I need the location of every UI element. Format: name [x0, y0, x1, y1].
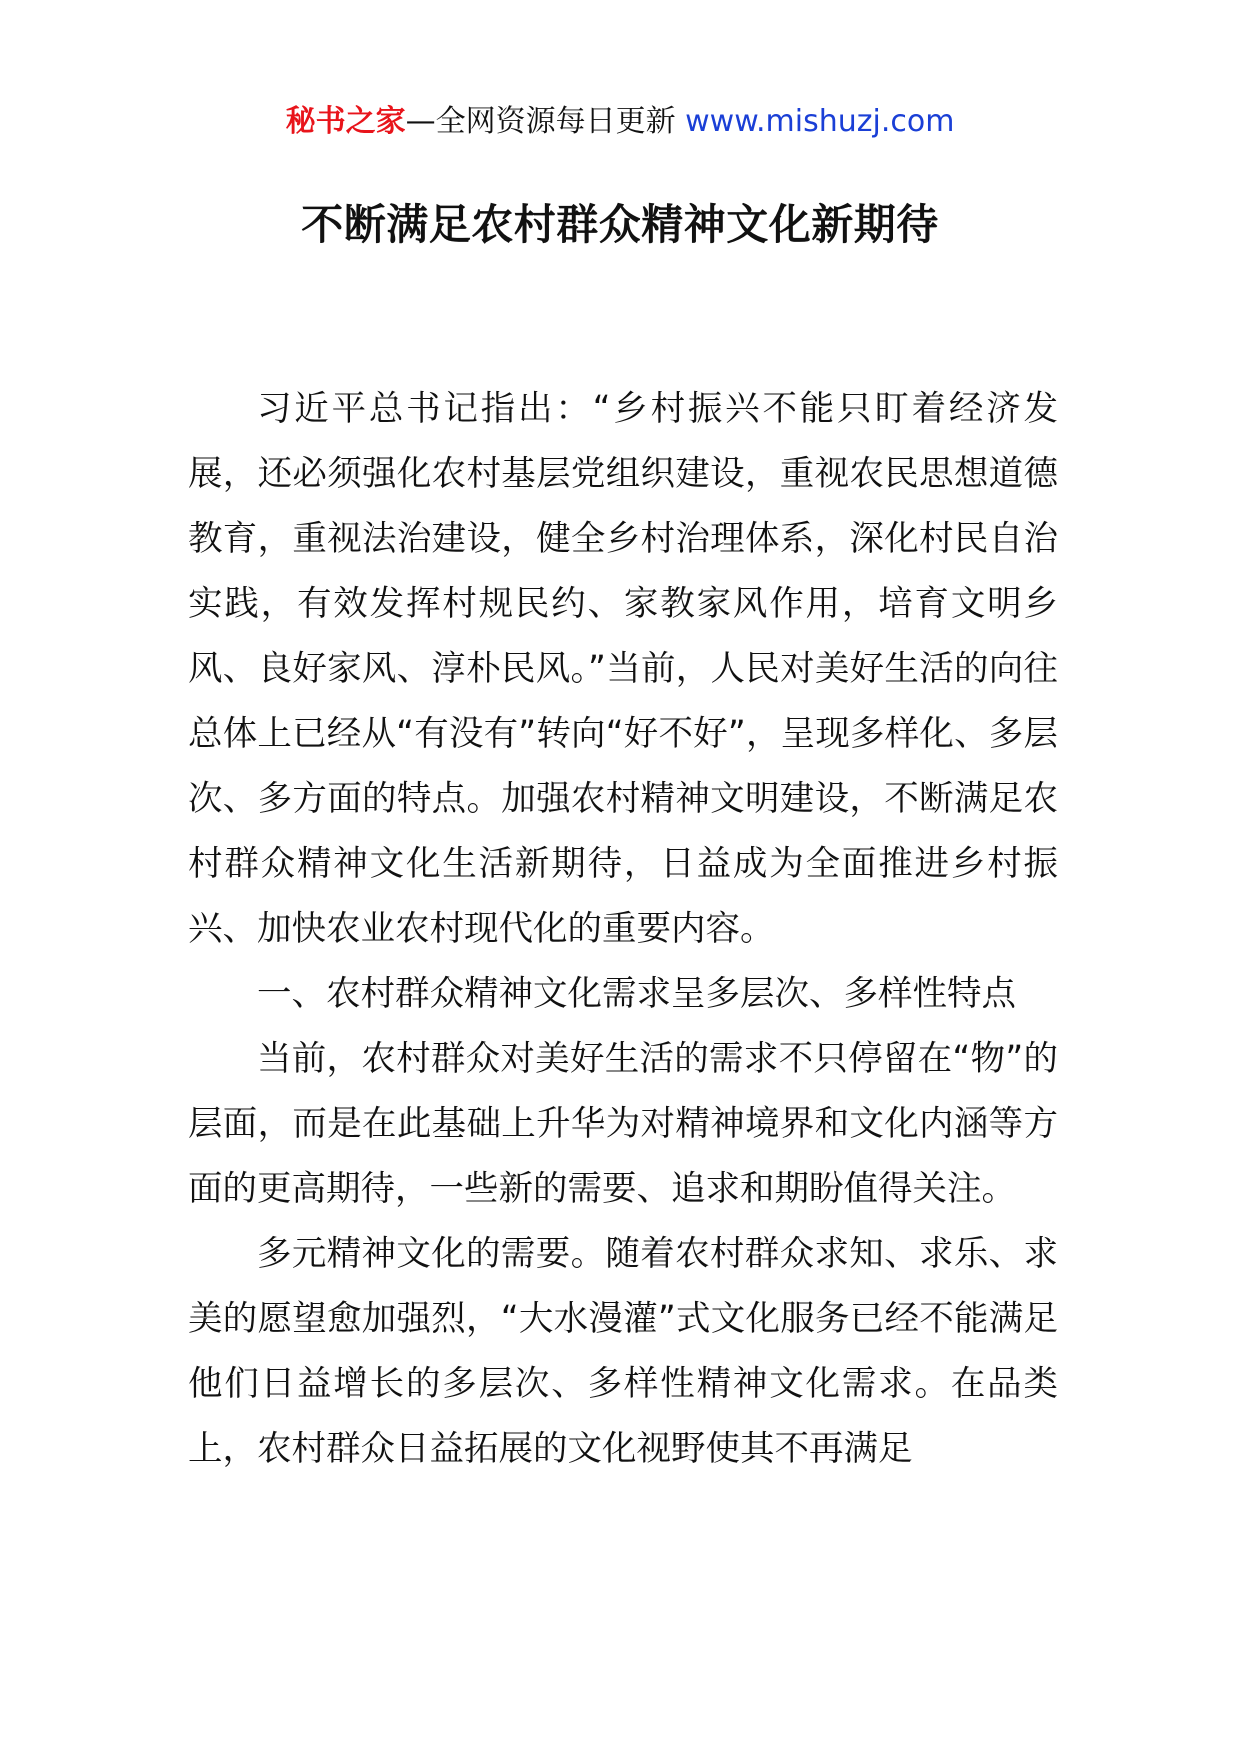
site-slogan: —全网资源每日更新: [405, 104, 676, 139]
site-header: [0, 100, 1240, 144]
paragraph-section-1: 当前，农村群众对美好生活的需求不只停留在“物”的层面，而是在此基础上升华为对精神境界和文化内涵等方面的更高期待，一些新的需要、追求和期盼值得关注。: [188, 1039, 1058, 1209]
brand-name: 秘书之家: [285, 104, 406, 139]
paragraph-intro: 习近平总书记指出：“乡村振兴不能只盯着经济发展，还必须强化农村基层党组织建设，重视农民思想道德教育，重视法治建设，健全乡村治理体系，深化村民自治实践，有效发挥村规民约、家教家风作用，培育文明乡风、良好家风、淳朴民风。”当前，人民对美好生活的向往总体上已经从“有没有”转向“好不好”，呈现多样化、多层次、多方面的特点。加强农村精神文明建设，不断满足农村群众精神文化生活新期待，日益成为全面推进乡村振兴、加快农业农村现代化的重要内容。: [188, 389, 1058, 949]
paragraph-diverse-needs: 多元精神文化的需要。随着农村群众求知、求乐、求美的愿望愈加强烈，“大水漫灌”式文化服务已经不能满足他们日益增长的多层次、多样性精神文化需求。在品类上，农村群众日益拓展的文化视野使其不再满足: [188, 1234, 1058, 1469]
document-body: [188, 377, 1058, 1482]
site-url-link[interactable]: www.mishuzj.com: [685, 104, 955, 139]
document-title: 不断满足农村群众精神文化新期待: [301, 200, 939, 249]
section-heading-1: 一、农村群众精神文化需求呈多层次、多样性特点: [257, 974, 1016, 1014]
